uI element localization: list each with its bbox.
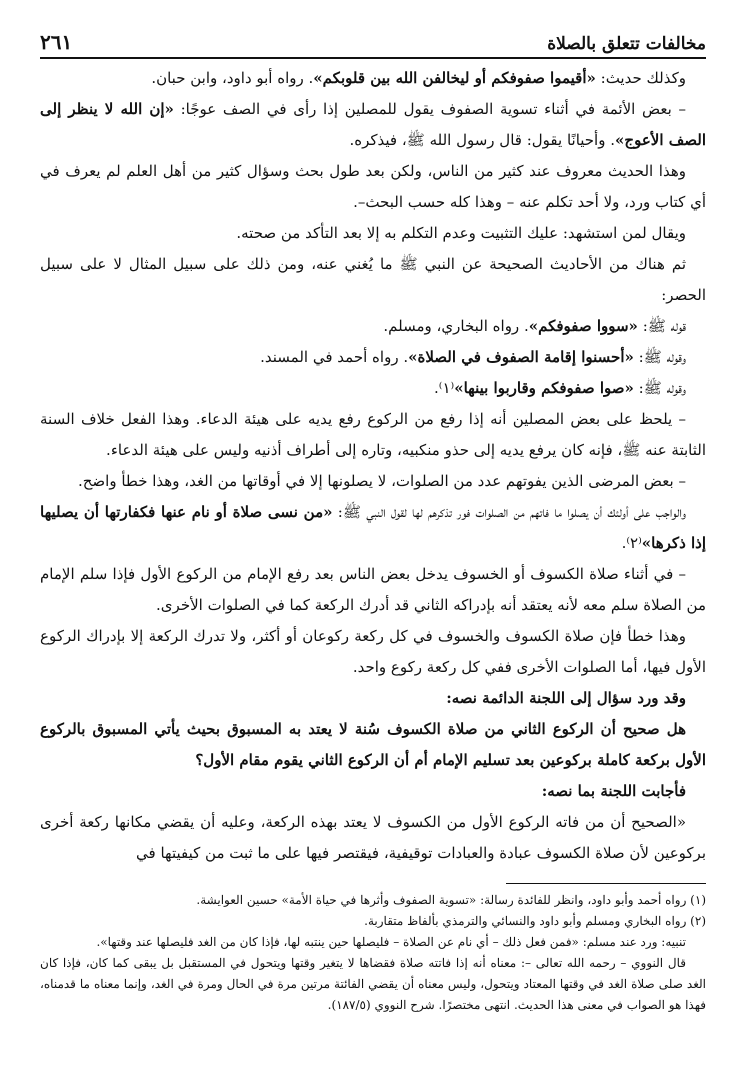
text-run: ثم هناك من الأحاديث الصحيحة عن النبي ﷺ ما يُغني عنه، ومن ذلك على سبيل المثال لا على سبيل الحصر:	[40, 255, 706, 304]
page-number: ٢٦١	[40, 30, 73, 54]
text-run: – بعض الأئمة في أثناء تسوية الصفوف يقول للمصلين إذا رأى في الصف عوجًا:	[173, 100, 686, 118]
paragraph	[40, 63, 706, 94]
text-run: ⁽١⁾.	[434, 379, 455, 397]
paragraph	[40, 776, 706, 807]
text-run: . رواه أبو داود، وابن حبان.	[151, 69, 314, 87]
text-run: والواجب على أولئك أن يصلوا ما فاتهم من الصلوات فور تذكرهم لها لقول النبي ﷺ:	[332, 503, 686, 521]
text-run: . رواه أحمد في المسند.	[260, 348, 409, 366]
header-title: مخالفات تتعلق بالصلاة	[547, 34, 706, 54]
body-text	[40, 63, 706, 869]
text-run: – في أثناء صلاة الكسوف أو الخسوف يدخل بعض الناس بعد رفع الإمام من الركوع الأول فإذا سلم الإمام من الصلاة سلم معه لأنه يعتقد أنه بإدراكه الثاني قد أدرك الركعة كما في الصلوات الأخرى.	[40, 565, 706, 614]
paragraph	[40, 94, 706, 156]
paragraph	[40, 559, 706, 621]
footnote-separator	[506, 883, 706, 884]
paragraph	[40, 714, 706, 776]
paragraph	[40, 683, 706, 714]
text-run: ويقال لمن استشهد: عليك التثبيت وعدم التكلم به إلا بعد التأكد من صحته.	[236, 224, 686, 242]
paragraph	[40, 807, 706, 869]
bold-text: «أقيموا صفوفكم أو ليخالفن الله بين قلوبكم»	[313, 69, 596, 87]
text-run: وكذلك حديث:	[595, 69, 686, 87]
bold-text: «سووا صفوفكم»	[528, 317, 638, 335]
text-run: وقوله ﷺ:	[633, 348, 686, 366]
bold-text: «إن الله لا ينظر إلى الصف الأعوج»	[40, 100, 706, 149]
paragraph	[40, 156, 706, 218]
bold-text: «صوا صفوفكم وقاربوا بينها»	[454, 379, 634, 397]
paragraph	[40, 466, 706, 497]
footnote: (١) رواه أحمد وأبو داود، وانظر للفائدة رسالة: «تسوية الصفوف وأثرها في حياة الأمة» حسين العوايشة.	[196, 893, 706, 907]
text-run: . رواه البخاري، ومسلم.	[383, 317, 529, 335]
paragraph	[40, 373, 706, 404]
text-run: قوله ﷺ:	[637, 317, 686, 335]
bold-text: هل صحيح أن الركوع الثاني من صلاة الكسوف سُنة لا يعتد به المسبوق بحيث يأتي المسبوق بالركوع الأول بركعة كاملة بركوعين بعد تسليم الإمام أم أن الركوع الثاني يقوم مقام الأول؟	[40, 720, 706, 769]
footnote: (٢) رواه البخاري ومسلم وأبو داود والنسائي والترمذي بألفاظ متقاربة.	[364, 914, 706, 928]
bold-text: «من نسى صلاة أو نام عنها فكفارتها أن يصليها إذا ذكرها»	[40, 503, 706, 552]
text-run: وهذا خطأ فإن صلاة الكسوف والخسوف في كل ركعة ركوعان أو أكثر، ولا تدرك الركعة إلا بإدراك الركوع الأول فيها، أما الصلوات الأخرى ففي كل ركعة ركوع واحد.	[40, 627, 706, 676]
text-run: – يلحظ على بعض المصلين أنه إذا رفع من الركوع رفع يديه على هيئة الدعاء. وهذا الفعل خلاف السنة الثابتة عنه ﷺ، فإنه كان يرفع يديه إلى حذو منكبيه، وتاره إلى أطراف أذنيه وليس على هيئة الدعاء.	[40, 410, 706, 459]
paragraph	[40, 342, 706, 373]
bold-text: «أحسنوا إقامة الصفوف في الصلاة»	[408, 348, 634, 366]
paragraph	[40, 497, 706, 559]
text-run: – بعض المرضى الذين يفوتهم عدد من الصلوات، لا يصلونها إلا في أوقاتها من الغد، وهذا خطأ واضح.	[77, 472, 686, 490]
text-run: وهذا الحديث معروف عند كثير من الناس، ولكن بعد طول بحث وسؤال كثير من أهل العلم لم يعرف في أي كتاب ورد، ولا أحد تكلم عنه – وهذا كله حسب البحث–.	[40, 162, 706, 211]
text-run: . وأحيانًا يقول: قال رسول الله ﷺ، فيذكره.	[349, 131, 616, 149]
footnote: قال النووي – رحمه الله تعالى –: معناه أنه إذا فاتته صلاة فقضاها لا يتغير وقتها ويتحول في المستقبل بل يبقى كما كان، فإذا كان الغد صلى صلاة الغد في وقتها المعتاد ويتحول، وليس معناه أن يقضي الفائتة مرتين مرة في الحال ومرة في الغد، وإنما معناه ما قدمناه، فهذا هو الصواب في معنى هذا الحديث. انتهى مختصرًا. شرح النووي (١٨٧/٥).	[40, 956, 706, 1012]
paragraph	[40, 404, 706, 466]
paragraph	[40, 249, 706, 311]
paragraph	[40, 621, 706, 683]
paragraph	[40, 311, 706, 342]
text-run: ⁽٢⁾.	[621, 534, 642, 552]
running-header	[40, 30, 706, 59]
bold-text: فأجابت اللجنة بما نصه:	[541, 782, 686, 800]
text-run: وقوله ﷺ:	[633, 379, 686, 397]
footnotes	[40, 890, 706, 1016]
text-run: «الصحيح أن من فاته الركوع الأول من الكسوف لا يعتد بهذه الركعة، وعليه أن يقضي مكانها ركعة أخرى بركوعين لأن صلاة الكسوف عبادة والعبادات توقيفية، فيقتصر فيها على ما ثبت من كيفيتها في	[40, 813, 706, 862]
paragraph	[40, 218, 706, 249]
bold-text: وقد ورد سؤال إلى اللجنة الدائمة نصه:	[446, 689, 686, 707]
footnote: تنبيه: ورد عند مسلم: «فمن فعل ذلك – أي نام عن الصلاة – فليصلها حين ينتبه لها، فإذا كان من الغد فليصلها عند وقتها».	[96, 935, 686, 949]
